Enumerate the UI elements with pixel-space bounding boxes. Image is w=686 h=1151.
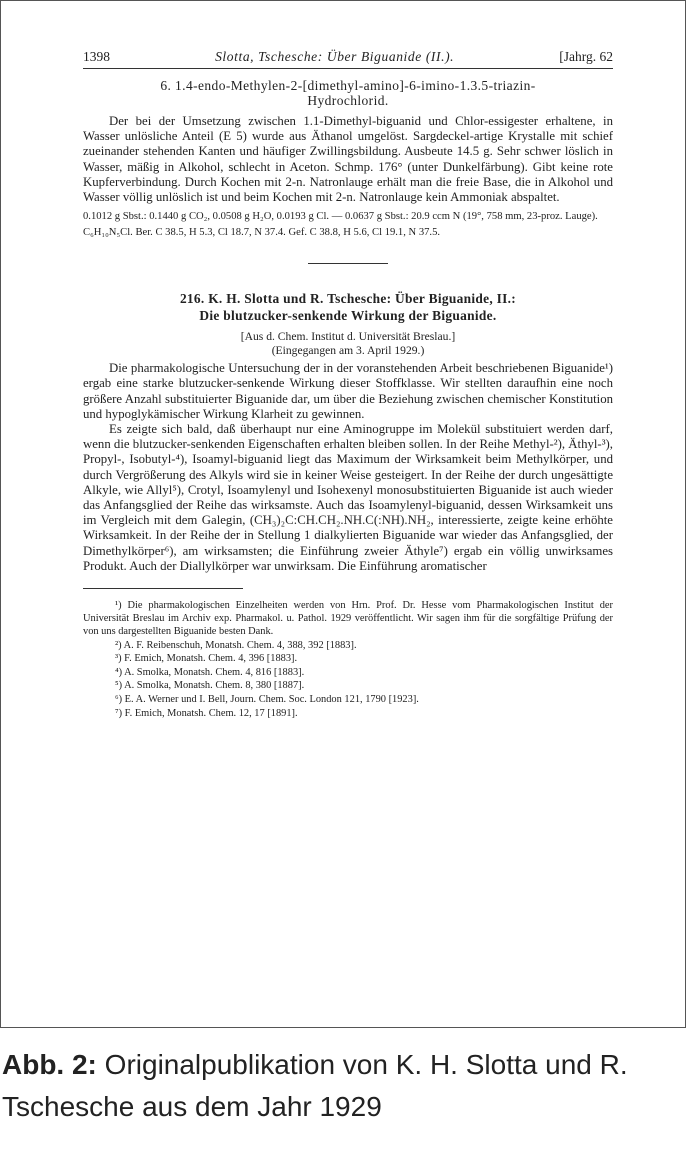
- article-paragraph-1: Die pharmakologische Untersuchung der in der voranstehenden Arbeit beschriebenen Biguanide¹) ergab eine starke blutzucker-senkende Wirkung dieser Stoffklasse. Wir stellten daraufhin eine noch größere Anzahl substituierter Biguanide dar, um über die Beziehung zwischen chemischer Konstitution und hypoglykämischer Wirkung Klarheit zu gewinnen.: [83, 361, 613, 421]
- footnote-5: ⁵) A. Smolka, Monatsh. Chem. 8, 380 [1887].: [115, 680, 305, 692]
- running-title: Slotta, Tschesche: Über Biguanide (II.).: [215, 49, 455, 64]
- article-title: [83, 290, 613, 324]
- institute-line: [Aus d. Chem. Institut d. Universität Breslau.]: [240, 330, 456, 344]
- article-paragraph-2: Es zeigte sich bald, daß überhaupt nur eine Aminogruppe im Molekül substituiert werden darf, wenn die blutzucker-senkenden Eigenschaften erhalten bleiben sollen. In der Reihe Methyl-²), Äthyl-³), Propyl-, Isobutyl-⁴), Isoamyl-biguanid liegt das Maximum der Wirksamkeit beim Methylkörper, und durch Vergrößerung des Alkyls wird sie in keiner Weise gesteigert. In der Reihe der durch ungesättigte Alkyle, wie Allyl⁵), Crotyl, Isoamylenyl und Isohexenyl monosubstituierten Biguanide ist auch wieder das Anfangsglied der Reihe das wirksamste. Auch das Isoamylenyl-biguanid, dessen Wirksamkeit uns im Vergleich mit dem Galegin, (CH₃)₂C:CH.CH₂.NH.C(:NH).NH₂, interessierte, zeigte keine erhöhte Wirksamkeit. In der Reihe der in Stellung 1 dialkylierten Biguanide war wieder das Anfangsglied, der Dimethylkörper⁶), am wirksamsten; die Einführung zweier Äthyle⁷) ergab ein völlig unwirksames Produkt. Auch der Diallylkörper war unwirksam. Die Einführung aromatischer: [83, 422, 613, 573]
- received-date: (Eingegangen am 3. April 1929.): [271, 344, 425, 358]
- section-6-title: [83, 78, 613, 108]
- footnote-divider: [83, 588, 243, 589]
- formula-analysis: C₆H₁₀N₅Cl. Ber. C 38.5, H 5.3, Cl 18.7, N 37.4. Gef. C 38.8, H 5.6, Cl 19.1, N 37.5.: [83, 227, 441, 239]
- footnote-1: ¹) Die pharmakologischen Einzelheiten werden von Hrn. Prof. Dr. Hesse vom Pharmakologischen Institut der Universität Breslau im Archiv exp. Pharmakol. u. Pathol. 1929 veröffentlicht. Wir sagen ihm für die sorgfältige Prüfung der von uns dargestellten Biguanide besten Dank.: [83, 600, 613, 638]
- footnote-6: ⁶) E. A. Werner und I. Bell, Journ. Chem. Soc. London 121, 1790 [1923].: [115, 694, 419, 706]
- section-6-title-line2: Hydrochlorid.: [307, 93, 389, 108]
- footnote-list: [83, 639, 613, 721]
- article-title-line1: 216. K. H. Slotta und R. Tschesche: Über Biguanide, II.:: [179, 291, 517, 307]
- footnote-7: ⁷) F. Emich, Monatsh. Chem. 12, 17 [1891].: [115, 707, 298, 719]
- article-title-line2: Die blutzucker-senkende Wirkung der Biguanide.: [199, 308, 497, 324]
- caption-label: Abb. 2:: [2, 1049, 97, 1080]
- elemental-analysis: 0.1012 g Sbst.: 0.1440 g CO₂, 0.0508 g H₂O, 0.0193 g Cl. — 0.0637 g Sbst.: 20.9 ccm N (19°, 758 mm, 23-proz. Lauge).: [83, 211, 598, 223]
- caption-text: Originalpublikation von K. H. Slotta und R. Tschesche aus dem Jahr 1929: [2, 1049, 628, 1122]
- footnote-2: ²) A. F. Reibenschuh, Monatsh. Chem. 4, 388, 392 [1883].: [115, 639, 357, 651]
- footnote-4: ⁴) A. Smolka, Monatsh. Chem. 4, 816 [1883].: [115, 666, 305, 678]
- footnote-3: ³) F. Emich, Monatsh. Chem. 4, 396 [1883].: [115, 653, 298, 665]
- section-6-paragraph: Der bei der Umsetzung zwischen 1.1-Dimethyl-biguanid und Chlor-essigester erhaltene, in Wasser unlösliche Anteil (E 5) wurde aus Äthanol umgelöst. Sargdeckel-artige Krystalle mit schief zueinander stehenden Kanten und häufiger Zwillingsbildung. Ausbeute 14.5 g. Sehr schwer löslich in Wasser, mäßig in Alkohol, schlecht in Aceton. Schmp. 176° (unter Dunkelfärbung). Gibt keine rote Kupferverbindung. Durch Kochen mit 2-n. Natronlauge erhält man die freie Base, die in Alkohol und Wasser völlig unlöslich ist und beim Kochen mit 2-n. Natronlauge kein Ammoniak abspaltet.: [83, 114, 613, 205]
- section-divider: [308, 263, 388, 264]
- running-header: [83, 49, 613, 69]
- journal-page: [83, 49, 613, 720]
- section-6-title-line1: 6. 1.4-endo-Methylen-2-[dimethyl-amino]-6-imino-1.3.5-triazin-: [160, 78, 536, 93]
- figure-caption: [2, 1044, 682, 1128]
- page-number: 1398: [83, 49, 110, 64]
- volume-label: [Jahrg. 62: [559, 49, 613, 64]
